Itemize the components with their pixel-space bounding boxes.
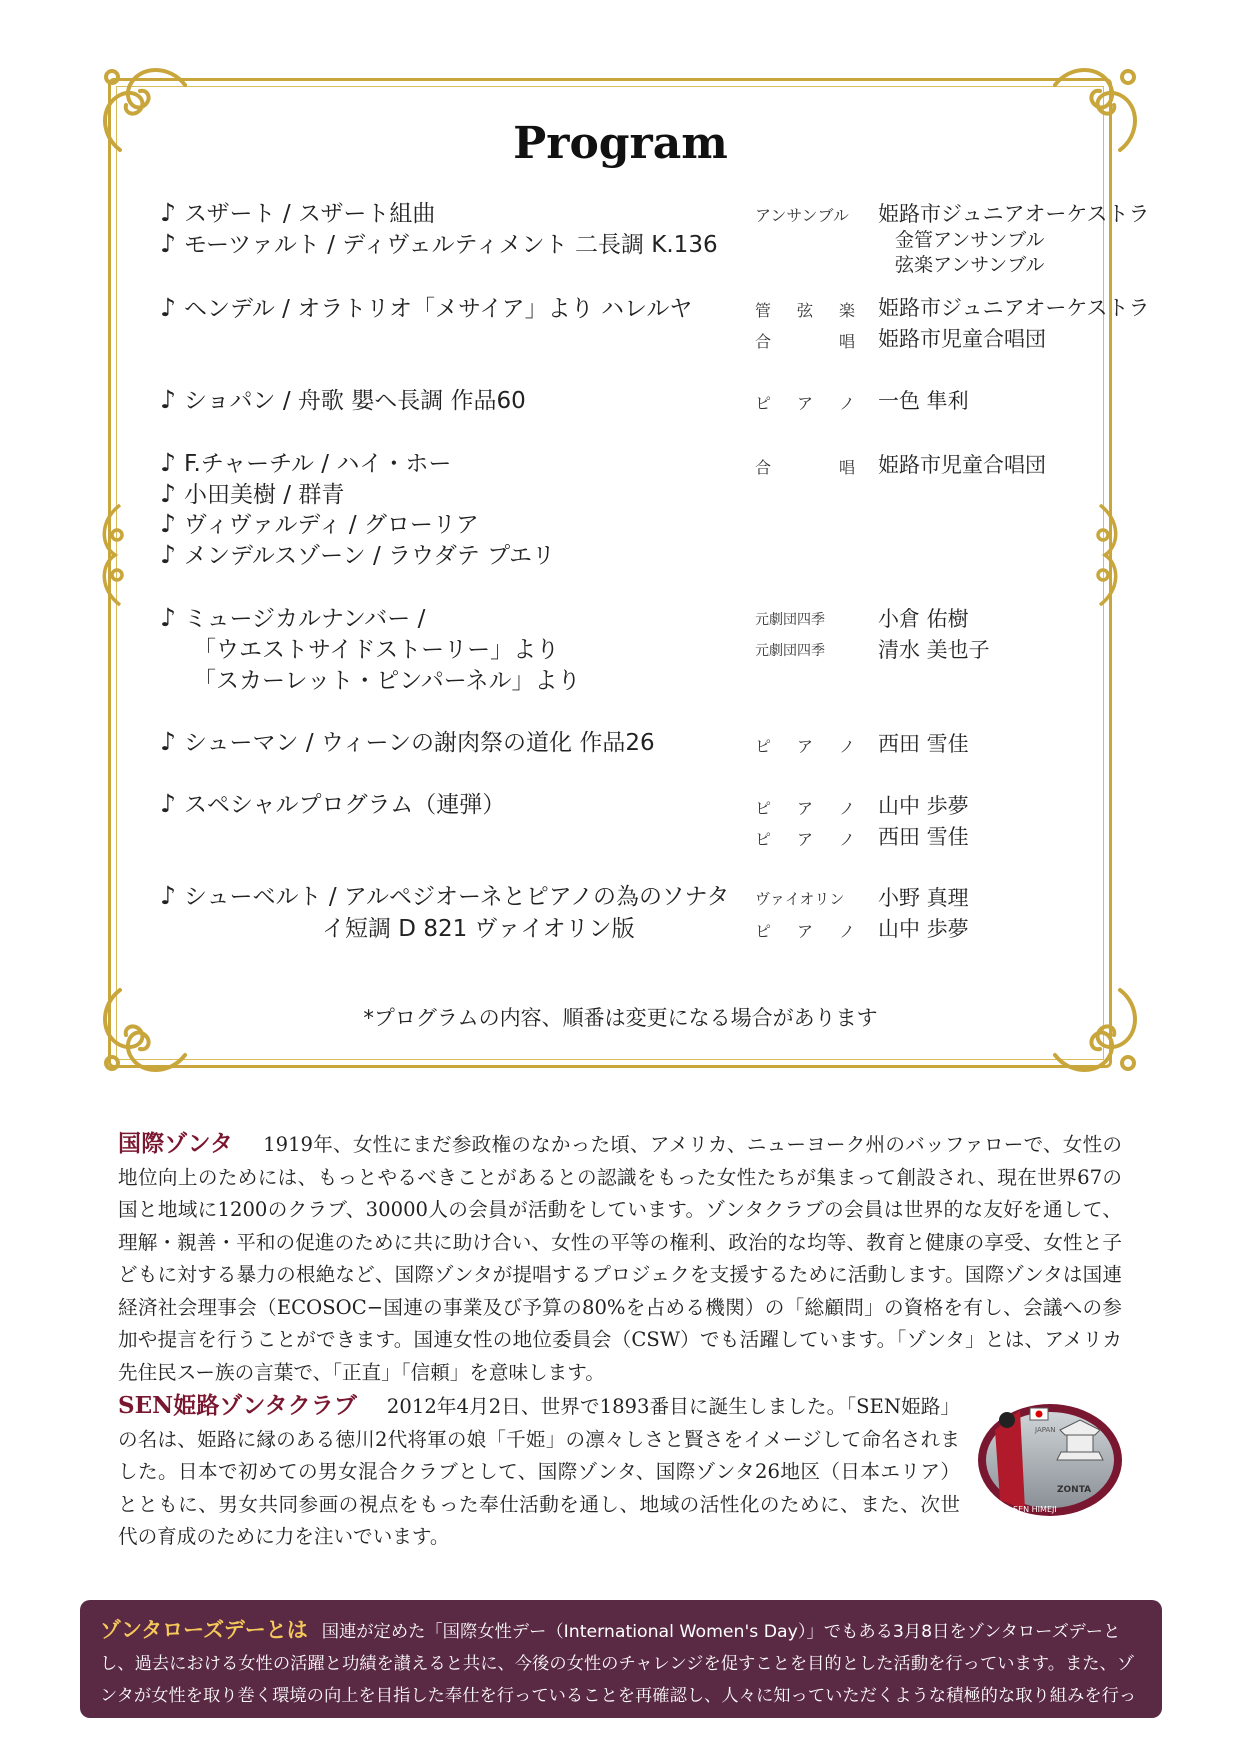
program-entry-line: イ短調 D 821 ヴァイオリン版 xyxy=(322,916,635,942)
zonta-section xyxy=(118,1128,1122,1389)
program-entry: ♪ モーツァルト / ディヴェルティメント 二長調 K.136 xyxy=(160,229,718,258)
svg-text:SEN HIMEJI: SEN HIMEJI xyxy=(1013,1505,1057,1514)
program-entry: ♪ スザート / スザート組曲 xyxy=(160,198,436,227)
performer-name: 山中 歩夢 xyxy=(878,917,969,941)
performer-role: 合 唱 xyxy=(755,332,855,351)
program-entry: ♪ スペシャルプログラム（連弾） xyxy=(160,789,506,818)
performer-role: 管 弦 楽 xyxy=(755,301,855,320)
program-entry-line: 「ウエストサイドストーリー」より xyxy=(193,637,560,663)
svg-text:ZONTA: ZONTA xyxy=(1057,1485,1092,1495)
sen-text: 2012年4月2日、世界で1893番目に誕生しました。「SEN姫路」の名は、姫路に縁のある徳川2代将軍の娘「千姫」の凛々しさと賢さをイメージして命名されました。日本で初めての男女混合クラブとして、国際ゾンタ、国際ゾンタ26地区（日本エリア）とともに、男女共同参画の視点をもった奉仕活動を通し、地域の活性化のために、また、次世代の育成のために力を注いでいます。 xyxy=(118,1395,960,1548)
performer-role: 合 唱 xyxy=(755,458,855,477)
program-entry: ♪ F.チャーチル / ハイ・ホー xyxy=(160,448,452,477)
zonta-heading: 国際ゾンタ xyxy=(118,1130,234,1157)
program-entry: ♪ ヴィヴァルディ / グローリア xyxy=(160,509,479,538)
performer-name: 姫路市児童合唱団 xyxy=(878,327,1046,351)
performer-sub: 金管アンサンブル xyxy=(895,229,1045,251)
page-title: Program xyxy=(513,118,728,169)
rose-day-text: 国連が定めた「国際女性デー（International Women's Day）」でもある3月8日をゾンタローズデーとし、過去における女性の活躍と功績を讃えると共に、今後の女性のチャレンジを促すことを目的とした活動を行っています。また、ゾンタが女性を取り巻く環境の向上を目指した奉仕を行っていることを再確認し、人々に知っていただくような積極的な取り組みを行っています。 xyxy=(100,1622,1137,1738)
performer-role: ピ ア ノ xyxy=(755,394,855,413)
program-entry: ♪ ショパン / 舟歌 嬰ヘ長調 作品60 xyxy=(160,385,526,414)
performer-role: 元劇団四季 xyxy=(755,612,825,628)
performer-name: 姫路市ジュニアオーケストラ xyxy=(878,296,1150,320)
performer-role: ピ ア ノ xyxy=(755,922,855,941)
performer-role: アンサンブル xyxy=(755,206,849,225)
program-entry: ♪ ミュージカルナンバー / xyxy=(160,603,426,632)
rose-day-heading: ゾンタローズデーとは xyxy=(100,1618,308,1642)
program-entry: ♪ 小田美樹 / 群青 xyxy=(160,479,345,508)
performer-role: ピ ア ノ xyxy=(755,799,855,818)
zonta-text: 1919年、女性にまだ参政権のなかった頃、アメリカ、ニューヨーク州のバッファローで、女性の地位向上のためには、もっとやるべきことがあるとの認識をもった女性たちが集まって創設され、現在世界67の国と地域に1200のクラブ、30000人の会員が活動をしています。ゾンタクラブの会員は世界的な友好を通して、理解・親善・平和の促進のために共に助け合い、女性の平等の権利、政治的な均等、教育と健康の享受、女性と子どもに対する暴力の根絶など、国際ゾンタが提唱するプロジェクを支援するために活動します。国際ゾンタは国連経済社会理事会（ECOSOC−国連の事業及び予算の80%を占める機関）の「総顧問」の資格を有し、会議への参加や提言を行うことができます。国連女性の地位委員会（CSW）でも活躍しています。「ゾンタ」とは、アメリカ先住民スー族の言葉で、「正直」「信頼」を意味します。 xyxy=(118,1133,1122,1384)
ornament-side-icon xyxy=(1085,500,1125,610)
performer-name: 清水 美也子 xyxy=(878,638,990,662)
performer-sub: 弦楽アンサンブル xyxy=(895,254,1045,276)
sen-heading: SEN姫路ゾンタクラブ xyxy=(118,1392,357,1419)
performer-name: 小倉 佑樹 xyxy=(878,607,969,631)
ornament-side-icon xyxy=(95,500,135,610)
program-entry: ♪ メンデルスゾーン / ラウダテ プエリ xyxy=(160,540,555,569)
performer-role: ピ ア ノ xyxy=(755,830,855,849)
performer-name: 西田 雪佳 xyxy=(878,732,969,756)
program-entry: ♪ シューベルト / アルペジオーネとピアノの為のソナタ xyxy=(160,881,730,910)
club-badge-icon xyxy=(975,1390,1125,1520)
performer-name: 西田 雪佳 xyxy=(878,825,969,849)
sen-section xyxy=(118,1390,960,1554)
performer-role: 元劇団四季 xyxy=(755,643,825,659)
performer-role: ヴァイオリン xyxy=(755,890,845,908)
performer-name: 小野 真理 xyxy=(878,886,969,910)
rose-day-box xyxy=(80,1600,1162,1738)
svg-text:JAPAN: JAPAN xyxy=(1035,1426,1056,1434)
program-entry: ♪ ヘンデル / オラトリオ「メサイア」より ハレルヤ xyxy=(160,293,693,322)
performer-name: 姫路市児童合唱団 xyxy=(878,453,1046,477)
performer-name: 山中 歩夢 xyxy=(878,794,969,818)
performer-role: ピ ア ノ xyxy=(755,737,855,756)
program-entry: ♪ シューマン / ウィーンの謝肉祭の道化 作品26 xyxy=(160,727,655,756)
performer-name: 一色 隼利 xyxy=(878,389,969,413)
performer-name: 姫路市ジュニアオーケストラ xyxy=(878,202,1150,226)
program-footnote: *プログラムの内容、順番は変更になる場合があります xyxy=(363,1006,878,1030)
program-entry-line: 「スカーレット・ピンパーネル」より xyxy=(193,668,581,694)
